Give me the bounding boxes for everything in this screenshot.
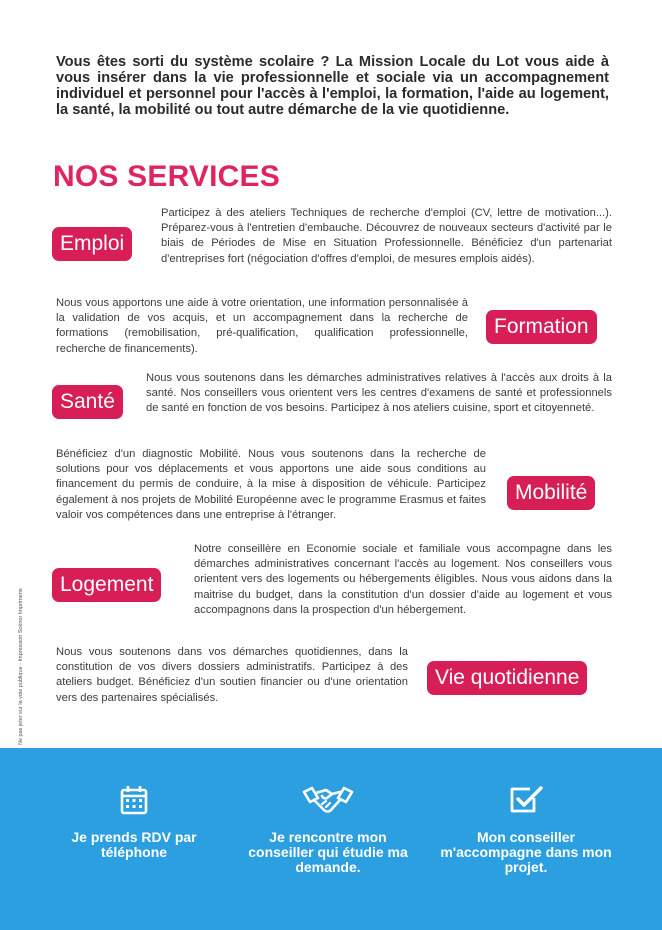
formation-badge: Formation bbox=[486, 310, 597, 344]
intro-paragraph: Vous êtes sorti du système scolaire ? La Mission Locale du Lot vous aide à vous insérer dans la vie professionnelle et sociale via un accompagnement individuel et personnel pour l'accès à l'emploi, la formation, l'aide au logement, la santé, la mobilité ou tout autre démarche de la vie quotidienne. bbox=[56, 54, 609, 118]
step-rencontre bbox=[238, 784, 418, 875]
handshake-icon bbox=[302, 784, 354, 816]
checkbox-icon bbox=[508, 784, 544, 816]
mobilite-text: Bénéficiez d'un diagnostic Mobilité. Nous vous soutenons dans la recherche de solutions pour vos déplacements et vous apportons une aide sous conditions au financement du permis de conduire, à la mise à disposition de véhicule. Participez également à nos projets de Mobilité Européenne avec le programme Erasmus et faites valoir vos compétences dans une entreprise à l'étranger. bbox=[56, 448, 486, 521]
services-title: NOS SERVICES bbox=[53, 160, 280, 193]
sante-badge: Santé bbox=[52, 385, 123, 419]
emploi-badge: Emploi bbox=[52, 227, 132, 261]
step-accompagnement-label: Mon conseiller m'accompagne dans mon projet. bbox=[440, 829, 612, 875]
side-note: Ne pas jeter sur la voie publique - Impression Scénor Imprimerie bbox=[18, 588, 24, 745]
sante-text: Nous vous soutenons dans les démarches administratives relatives à l'accès aux droits à la santé. Nos conseillers vous orientent vers les centres d'examens de santé et professionnels de santé en fonction de vos besoins. Participez à nos ateliers cuisine, sport et citoyenneté. bbox=[146, 372, 612, 415]
step-rencontre-label: Je rencontre mon conseiller qui étudie ma demande. bbox=[248, 829, 408, 875]
step-accompagnement bbox=[436, 784, 616, 875]
logement-badge: Logement bbox=[52, 568, 161, 602]
formation-text: Nous vous apportons une aide à votre orientation, une information personnalisée à la validation de vos acquis, et un accompagnement dans la recherche de formations (remobilisation, pré-qualification, qualification professionnelle, recherche de financements). bbox=[56, 297, 468, 355]
vie-quotidienne-text: Nous vous soutenons dans vos démarches quotidiennes, dans la constitution de vos divers dossiers administratifs. Participez à des ateliers budget. Bénéficiez d'un soutien financier ou d'une orientation vers des partenaires spécialisés. bbox=[56, 646, 408, 704]
footer-band bbox=[0, 748, 662, 930]
calendar-icon bbox=[119, 784, 149, 816]
logement-text: Notre conseillère en Economie sociale et familiale vous accompagne dans les démarches administratives concernant l'accès au logement. Nos conseillers vous orientent vers des logements ou hébergements éligibles. Nous vous aidons dans la maitrise du budget, dans la constitution d'un dossier d'aide au logement et vous accompagnons dans la prospection d'un hébergement. bbox=[194, 543, 612, 616]
emploi-text: Participez à des ateliers Techniques de recherche d'emploi (CV, lettre de motivation...). Préparez-vous à l'entretien d'embauche. Découvrez de nouveaux secteurs d'activité par le biais de Périodes de Mise en Situation Professionnelle. Bénéficiez d'un partenariat d'entreprises fort (négociation d'offres d'emploi, de mesures emplois aidés). bbox=[161, 207, 612, 265]
step-rdv-label: Je prends RDV par téléphone bbox=[71, 829, 197, 860]
step-rdv bbox=[44, 784, 224, 860]
mobilite-badge: Mobilité bbox=[507, 476, 595, 510]
vie-quotidienne-badge: Vie quotidienne bbox=[427, 661, 587, 695]
